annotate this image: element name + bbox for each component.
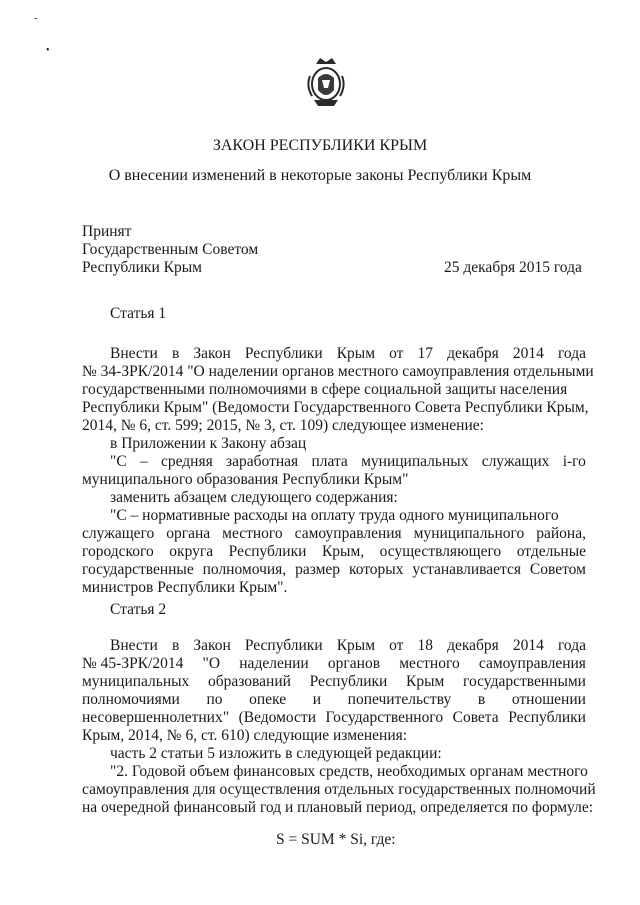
adoption-line: Принят — [82, 223, 132, 240]
adoption-line: Государственным Советом — [82, 241, 259, 258]
justified-line: полномочиями по опеке и попечительству в отношении — [82, 691, 586, 708]
text-line: Республики Крым" (Ведомости Государственного Совета Республики Крым, — [82, 399, 589, 416]
justified-line: муниципальных образований Республики Крым государственными — [82, 673, 586, 690]
text-line: 2014, № 6, ст. 599; 2015, № 3, ст. 109) следующее изменение: — [82, 417, 484, 434]
text-line: министров Республики Крым". — [82, 579, 288, 596]
text-line: муниципального образования Республики Крым" — [82, 471, 409, 488]
text-line: "С – нормативные расходы на оплату труда одного муниципального — [110, 507, 559, 524]
scan-mark: • — [46, 45, 50, 56]
text-line: в Приложении к Закону абзац — [110, 435, 307, 452]
adoption-line: Республики Крым — [82, 259, 202, 276]
justified-line: Внести в Закон Республики Крым от 17 декабря 2014 года — [110, 345, 586, 362]
law-title: ЗАКОН РЕСПУБЛИКИ КРЫМ — [212, 137, 428, 154]
justified-line: государственные полномочия, размер которых устанавливается Советом — [82, 561, 586, 578]
text-line: "2. Годовой объем финансовых средств, необходимых органам местного — [110, 763, 588, 780]
formula: S = SUM * Si, где: — [276, 831, 396, 848]
adoption-date: 25 декабря 2015 года — [444, 259, 582, 276]
text-line: часть 2 статьи 5 изложить в следующей редакции: — [110, 745, 442, 762]
article-heading: Статья 1 — [110, 305, 167, 322]
justified-line: несовершеннолетних" (Ведомости Государственного Совета Республики — [82, 709, 586, 726]
text-line: на очередной финансовый год и плановый период, определяется по формуле: — [82, 799, 594, 816]
scan-mark: - — [34, 13, 38, 24]
justified-line: Внести в Закон Республики Крым от 18 декабря 2014 года — [110, 637, 586, 654]
justified-line: служащего органа местного самоуправления муниципального района, — [82, 525, 586, 542]
justified-line: городского округа Республики Крым, осуществляющего отдельные — [82, 543, 586, 560]
text-line: Крым, 2014, № 6, ст. 610) следующие изменения: — [82, 727, 408, 744]
text-line: государственными полномочиями в сфере социальной защиты населения — [82, 381, 568, 398]
text-line: заменить абзацем следующего содержания: — [110, 489, 398, 506]
coat-of-arms-icon — [304, 56, 348, 108]
law-subtitle: О внесении изменений в некоторые законы Республики Крым — [108, 167, 532, 184]
article-heading: Статья 2 — [110, 601, 167, 618]
justified-line: "С – средняя заработная плата муниципальных служащих i-го — [110, 453, 586, 470]
text-line: самоуправления для осуществления отдельных государственных полномочий — [82, 781, 596, 798]
justified-line: № 45-ЗРК/2014 "О наделении органов местного самоуправления — [82, 655, 586, 672]
text-line: № 34-ЗРК/2014 "О наделении органов местного самоуправления отдельными — [82, 363, 594, 380]
